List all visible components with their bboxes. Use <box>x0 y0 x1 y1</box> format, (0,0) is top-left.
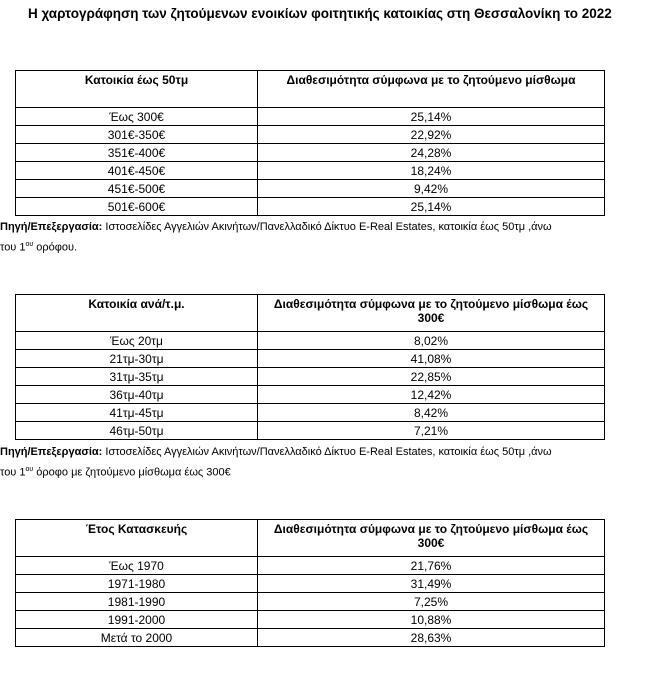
row-label: Μετά το 2000 <box>16 629 258 647</box>
row-value: 28,63% <box>258 629 605 647</box>
source-text: Ιστοσελίδες Αγγελιών Ακινήτων/Πανελλαδικό Δίκτυο E-Real Estates, κατοικία έως 50τμ ,άνω <box>102 221 552 233</box>
row-value: 41,08% <box>258 350 605 368</box>
column-header: Έτος Κατασκευής <box>16 520 258 557</box>
table-row <box>16 404 605 422</box>
ordinal-suffix: ου <box>25 466 34 473</box>
row-value: 22,92% <box>258 126 605 144</box>
source-text: του 1 <box>0 466 26 479</box>
row-label: 41τμ-45τμ <box>16 404 258 422</box>
table-row <box>16 575 605 593</box>
page-title: Η χαρτογράφηση των ζητούμενων ενοικίων φοιτητικής κατοικίας στη Θεσσαλονίκη το 2022 <box>28 6 612 21</box>
source-text: του 1 <box>0 241 26 254</box>
row-value: 7,25% <box>258 593 605 611</box>
table-row <box>16 386 605 404</box>
row-value: 9,42% <box>258 180 605 198</box>
row-label: 1991-2000 <box>16 611 258 629</box>
row-value: 22,85% <box>258 368 605 386</box>
rent-by-price-table <box>15 70 605 216</box>
row-value: 8,02% <box>258 332 605 350</box>
row-value: 10,88% <box>258 611 605 629</box>
row-label: Έως 1970 <box>16 557 258 575</box>
column-header: Διαθεσιμότητα σύμφωνα με το ζητούμενο μίσθωμα έως 300€ <box>258 520 605 557</box>
row-label: 36τμ-40τμ <box>16 386 258 404</box>
ordinal-suffix: ου <box>25 241 34 248</box>
row-value: 12,42% <box>258 386 605 404</box>
row-label: 401€-450€ <box>16 162 258 180</box>
source-note <box>0 443 660 482</box>
source-text: ορόφου. <box>33 241 78 254</box>
table-row <box>16 126 605 144</box>
row-label: 31τμ-35τμ <box>16 368 258 386</box>
table-header-row <box>16 295 605 332</box>
table-row <box>16 162 605 180</box>
table-row <box>16 557 605 575</box>
table-row <box>16 629 605 647</box>
column-header: Κατοικία έως 50τμ <box>16 71 258 108</box>
row-label: 351€-400€ <box>16 144 258 162</box>
source-label: Πηγή/Επεξεργασία: <box>0 221 103 233</box>
column-header: Κατοικία ανά/τ.μ. <box>16 295 258 332</box>
column-header: Διαθεσιμότητα σύμφωνα με το ζητούμενο μίσθωμα <box>258 71 605 108</box>
table-row <box>16 198 605 216</box>
table-row <box>16 611 605 629</box>
table-row <box>16 332 605 350</box>
source-text: Ιστοσελίδες Αγγελιών Ακινήτων/Πανελλαδικό Δίκτυο E-Real Estates, κατοικία έως 50τμ ,άνω <box>102 446 552 458</box>
table-row <box>16 368 605 386</box>
table-header-row <box>16 520 605 557</box>
row-label: Έως 300€ <box>16 108 258 126</box>
source-note <box>0 218 660 257</box>
table-row <box>16 144 605 162</box>
table-row <box>16 108 605 126</box>
column-header: Διαθεσιμότητα σύμφωνα με το ζητούμενο μίσθωμα έως 300€ <box>258 295 605 332</box>
row-label: 1971-1980 <box>16 575 258 593</box>
row-label: 1981-1990 <box>16 593 258 611</box>
table-row <box>16 180 605 198</box>
row-value: 31,49% <box>258 575 605 593</box>
row-value: 24,28% <box>258 144 605 162</box>
rent-by-size-table <box>15 294 605 440</box>
table-header-row <box>16 71 605 108</box>
row-value: 8,42% <box>258 404 605 422</box>
row-value: 21,76% <box>258 557 605 575</box>
row-value: 25,14% <box>258 108 605 126</box>
row-value: 18,24% <box>258 162 605 180</box>
row-label: 451€-500€ <box>16 180 258 198</box>
source-label: Πηγή/Επεξεργασία: <box>0 446 103 458</box>
row-label: 46τμ-50τμ <box>16 422 258 440</box>
row-label: 501€-600€ <box>16 198 258 216</box>
rent-by-construction-year-table <box>15 519 605 647</box>
table-row <box>16 593 605 611</box>
table-row <box>16 422 605 440</box>
row-value: 7,21% <box>258 422 605 440</box>
table-row <box>16 350 605 368</box>
row-value: 25,14% <box>258 198 605 216</box>
source-text: όροφο με ζητούμενο μίσθωμα έως 300€ <box>33 466 231 479</box>
row-label: 21τμ-30τμ <box>16 350 258 368</box>
row-label: 301€-350€ <box>16 126 258 144</box>
row-label: Έως 20τμ <box>16 332 258 350</box>
